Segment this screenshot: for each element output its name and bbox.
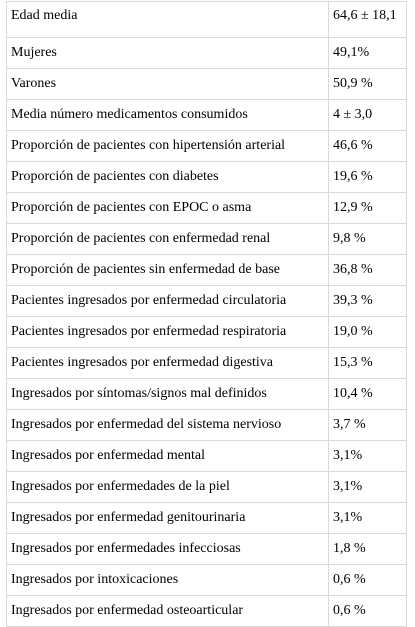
row-value: 15,3 %	[329, 348, 407, 379]
table-row	[7, 69, 407, 100]
row-value: 9,8 %	[329, 224, 407, 255]
row-label: Mujeres	[7, 38, 329, 69]
row-label: Ingresados por síntomas/signos mal definidos	[7, 379, 329, 410]
row-label: Proporción de pacientes sin enfermedad de base	[7, 255, 329, 286]
table-row	[7, 348, 407, 379]
row-label: Pacientes ingresados por enfermedad respiratoria	[7, 317, 329, 348]
row-value: 0,6 %	[329, 565, 407, 596]
row-value: 3,7 %	[329, 410, 407, 441]
row-value: 50,9 %	[329, 69, 407, 100]
table-row	[7, 162, 407, 193]
row-label: Ingresados por enfermedades infecciosas	[7, 534, 329, 565]
row-value: 46,6 %	[329, 131, 407, 162]
table-row	[7, 131, 407, 162]
row-value: 49,1%	[329, 38, 407, 69]
row-value: 4 ± 3,0	[329, 100, 407, 131]
table-row	[7, 2, 407, 38]
table-row	[7, 441, 407, 472]
data-table-container	[6, 1, 406, 627]
row-value: 3,1%	[329, 503, 407, 534]
row-label: Proporción de pacientes con diabetes	[7, 162, 329, 193]
row-label: Proporción de pacientes con EPOC o asma	[7, 193, 329, 224]
row-label: Proporción de pacientes con enfermedad renal	[7, 224, 329, 255]
patient-characteristics-table	[6, 1, 407, 627]
row-label: Pacientes ingresados por enfermedad digestiva	[7, 348, 329, 379]
row-value: 19,0 %	[329, 317, 407, 348]
row-label: Pacientes ingresados por enfermedad circulatoria	[7, 286, 329, 317]
row-value: 12,9 %	[329, 193, 407, 224]
table-row	[7, 596, 407, 627]
table-row	[7, 317, 407, 348]
row-value: 36,8 %	[329, 255, 407, 286]
row-value: 64,6 ± 18,1	[329, 2, 407, 38]
row-value: 0,6 %	[329, 596, 407, 627]
row-label: Varones	[7, 69, 329, 100]
row-label: Ingresados por intoxicaciones	[7, 565, 329, 596]
table-row	[7, 503, 407, 534]
table-row	[7, 100, 407, 131]
row-label: Edad media	[7, 2, 329, 38]
table-row	[7, 379, 407, 410]
row-value: 1,8 %	[329, 534, 407, 565]
table-row	[7, 565, 407, 596]
table-row	[7, 534, 407, 565]
row-label: Ingresados por enfermedad genitourinaria	[7, 503, 329, 534]
table-row	[7, 286, 407, 317]
row-value: 39,3 %	[329, 286, 407, 317]
table-row	[7, 38, 407, 69]
row-label: Ingresados por enfermedad osteoarticular	[7, 596, 329, 627]
table-row	[7, 255, 407, 286]
row-value: 3,1%	[329, 441, 407, 472]
row-value: 10,4 %	[329, 379, 407, 410]
row-label: Proporción de pacientes con hipertensión arterial	[7, 131, 329, 162]
row-value: 3,1%	[329, 472, 407, 503]
row-value: 19,6 %	[329, 162, 407, 193]
table-row	[7, 224, 407, 255]
row-label: Ingresados por enfermedad del sistema nervioso	[7, 410, 329, 441]
table-row	[7, 472, 407, 503]
row-label: Ingresados por enfermedad mental	[7, 441, 329, 472]
table-row	[7, 193, 407, 224]
table-row	[7, 410, 407, 441]
row-label: Media número medicamentos consumidos	[7, 100, 329, 131]
row-label: Ingresados por enfermedades de la piel	[7, 472, 329, 503]
